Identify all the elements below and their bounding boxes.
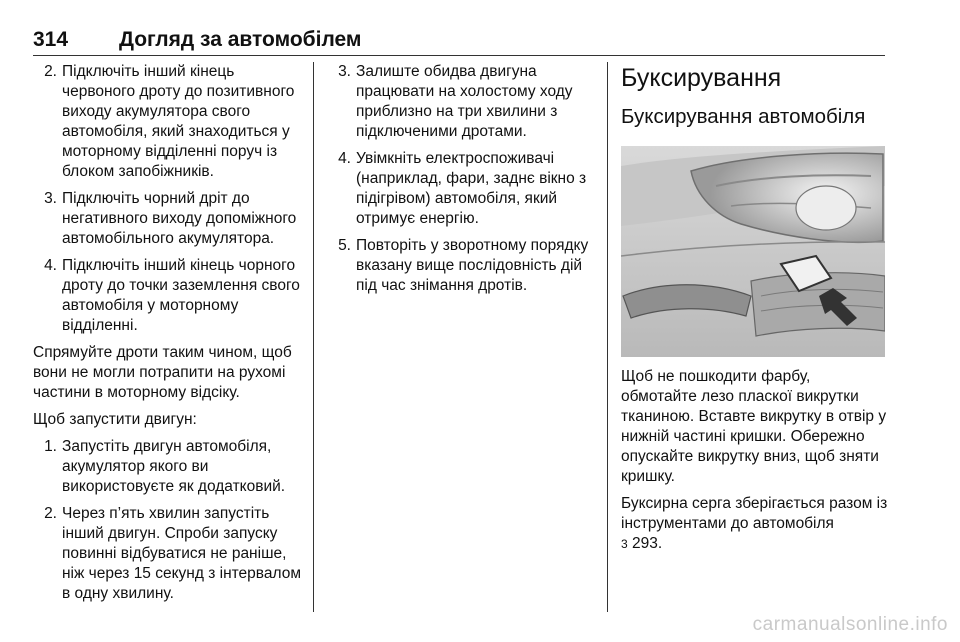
step-number: 5. bbox=[338, 237, 351, 254]
step-text: Підключіть чорний дріт до негативного виходу допоміжного автомобільного акумулятора. bbox=[62, 190, 297, 247]
subsection-title: Буксирування автомобіля bbox=[621, 105, 866, 128]
step-text: Залиште обидва двигуна працювати на холостому ходу приблизно на три хвилини з підключеними дротами. bbox=[356, 63, 573, 140]
column-2 bbox=[327, 62, 599, 303]
step-number: 2. bbox=[44, 63, 57, 80]
section-title: Буксирування bbox=[621, 64, 782, 92]
page-title: Догляд за автомобілем bbox=[119, 28, 362, 51]
step-item bbox=[327, 149, 599, 229]
step-number: 2. bbox=[44, 505, 57, 522]
bumper-illustration bbox=[621, 146, 885, 357]
step-item bbox=[33, 437, 305, 497]
paragraph: Щоб не пошкодити фарбу, обмотайте лезо пласкої викрутки тканиною. Вставте викрутку в отвір у нижній частині кришки. Обережно опускайте викрутку вниз, щоб зняти кришку. bbox=[621, 368, 887, 485]
step-item bbox=[33, 504, 305, 604]
step-text: Підключіть інший кінець чорного дроту до точки заземлення свого автомобіля у моторному відділенні. bbox=[62, 257, 300, 334]
paragraph: Буксирна серга зберігається разом із інструментами до автомобіля bbox=[621, 495, 888, 532]
step-item bbox=[33, 62, 305, 182]
step-number: 1. bbox=[44, 438, 57, 455]
page-number: 314 bbox=[33, 28, 69, 51]
page-reference[interactable] bbox=[621, 534, 889, 554]
column-divider bbox=[313, 62, 314, 612]
reference-page: 293. bbox=[632, 535, 663, 552]
step-item bbox=[327, 236, 599, 296]
column-divider bbox=[607, 62, 608, 612]
reference-arrow-icon: 3 bbox=[621, 537, 628, 551]
step-text: Через п’ять хвилин запустіть інший двигун. Спроби запуску повинні відбуватися не раніше, ніж через 15 секунд з інтервалом в одну хвилину. bbox=[62, 505, 301, 602]
step-item bbox=[327, 62, 599, 142]
paragraph: Спрямуйте дроти таким чином, щоб вони не могли потрапити на рухомі частини в моторному відсіку. bbox=[33, 344, 292, 401]
paragraph: Щоб запустити двигун: bbox=[33, 411, 197, 428]
page-header bbox=[33, 28, 885, 54]
column-1 bbox=[33, 62, 305, 611]
column-3 bbox=[621, 62, 889, 554]
step-text: Повторіть у зворотному порядку вказану вище послідовність дій під час знімання дротів. bbox=[356, 237, 589, 294]
watermark: carmanualsonline.info bbox=[752, 614, 948, 635]
step-number: 3. bbox=[338, 63, 351, 80]
header-rule bbox=[33, 55, 885, 56]
step-item bbox=[33, 256, 305, 336]
step-number: 4. bbox=[44, 257, 57, 274]
step-text: Підключіть інший кінець червоного дроту до позитивного виходу акумулятора свого автомобіля, який знаходиться у моторному відділенні поруч із блоком запобіжників. bbox=[62, 63, 295, 180]
step-text: Запустіть двигун автомобіля, акумулятор якого ви використовуєте як додатковий. bbox=[62, 438, 286, 495]
step-item bbox=[33, 189, 305, 249]
step-text: Увімкніть електроспоживачі (наприклад, фари, заднє вікно з підігрівом) автомобіля, який отримує енергію. bbox=[356, 150, 587, 227]
step-number: 4. bbox=[338, 150, 351, 167]
step-number: 3. bbox=[44, 190, 57, 207]
